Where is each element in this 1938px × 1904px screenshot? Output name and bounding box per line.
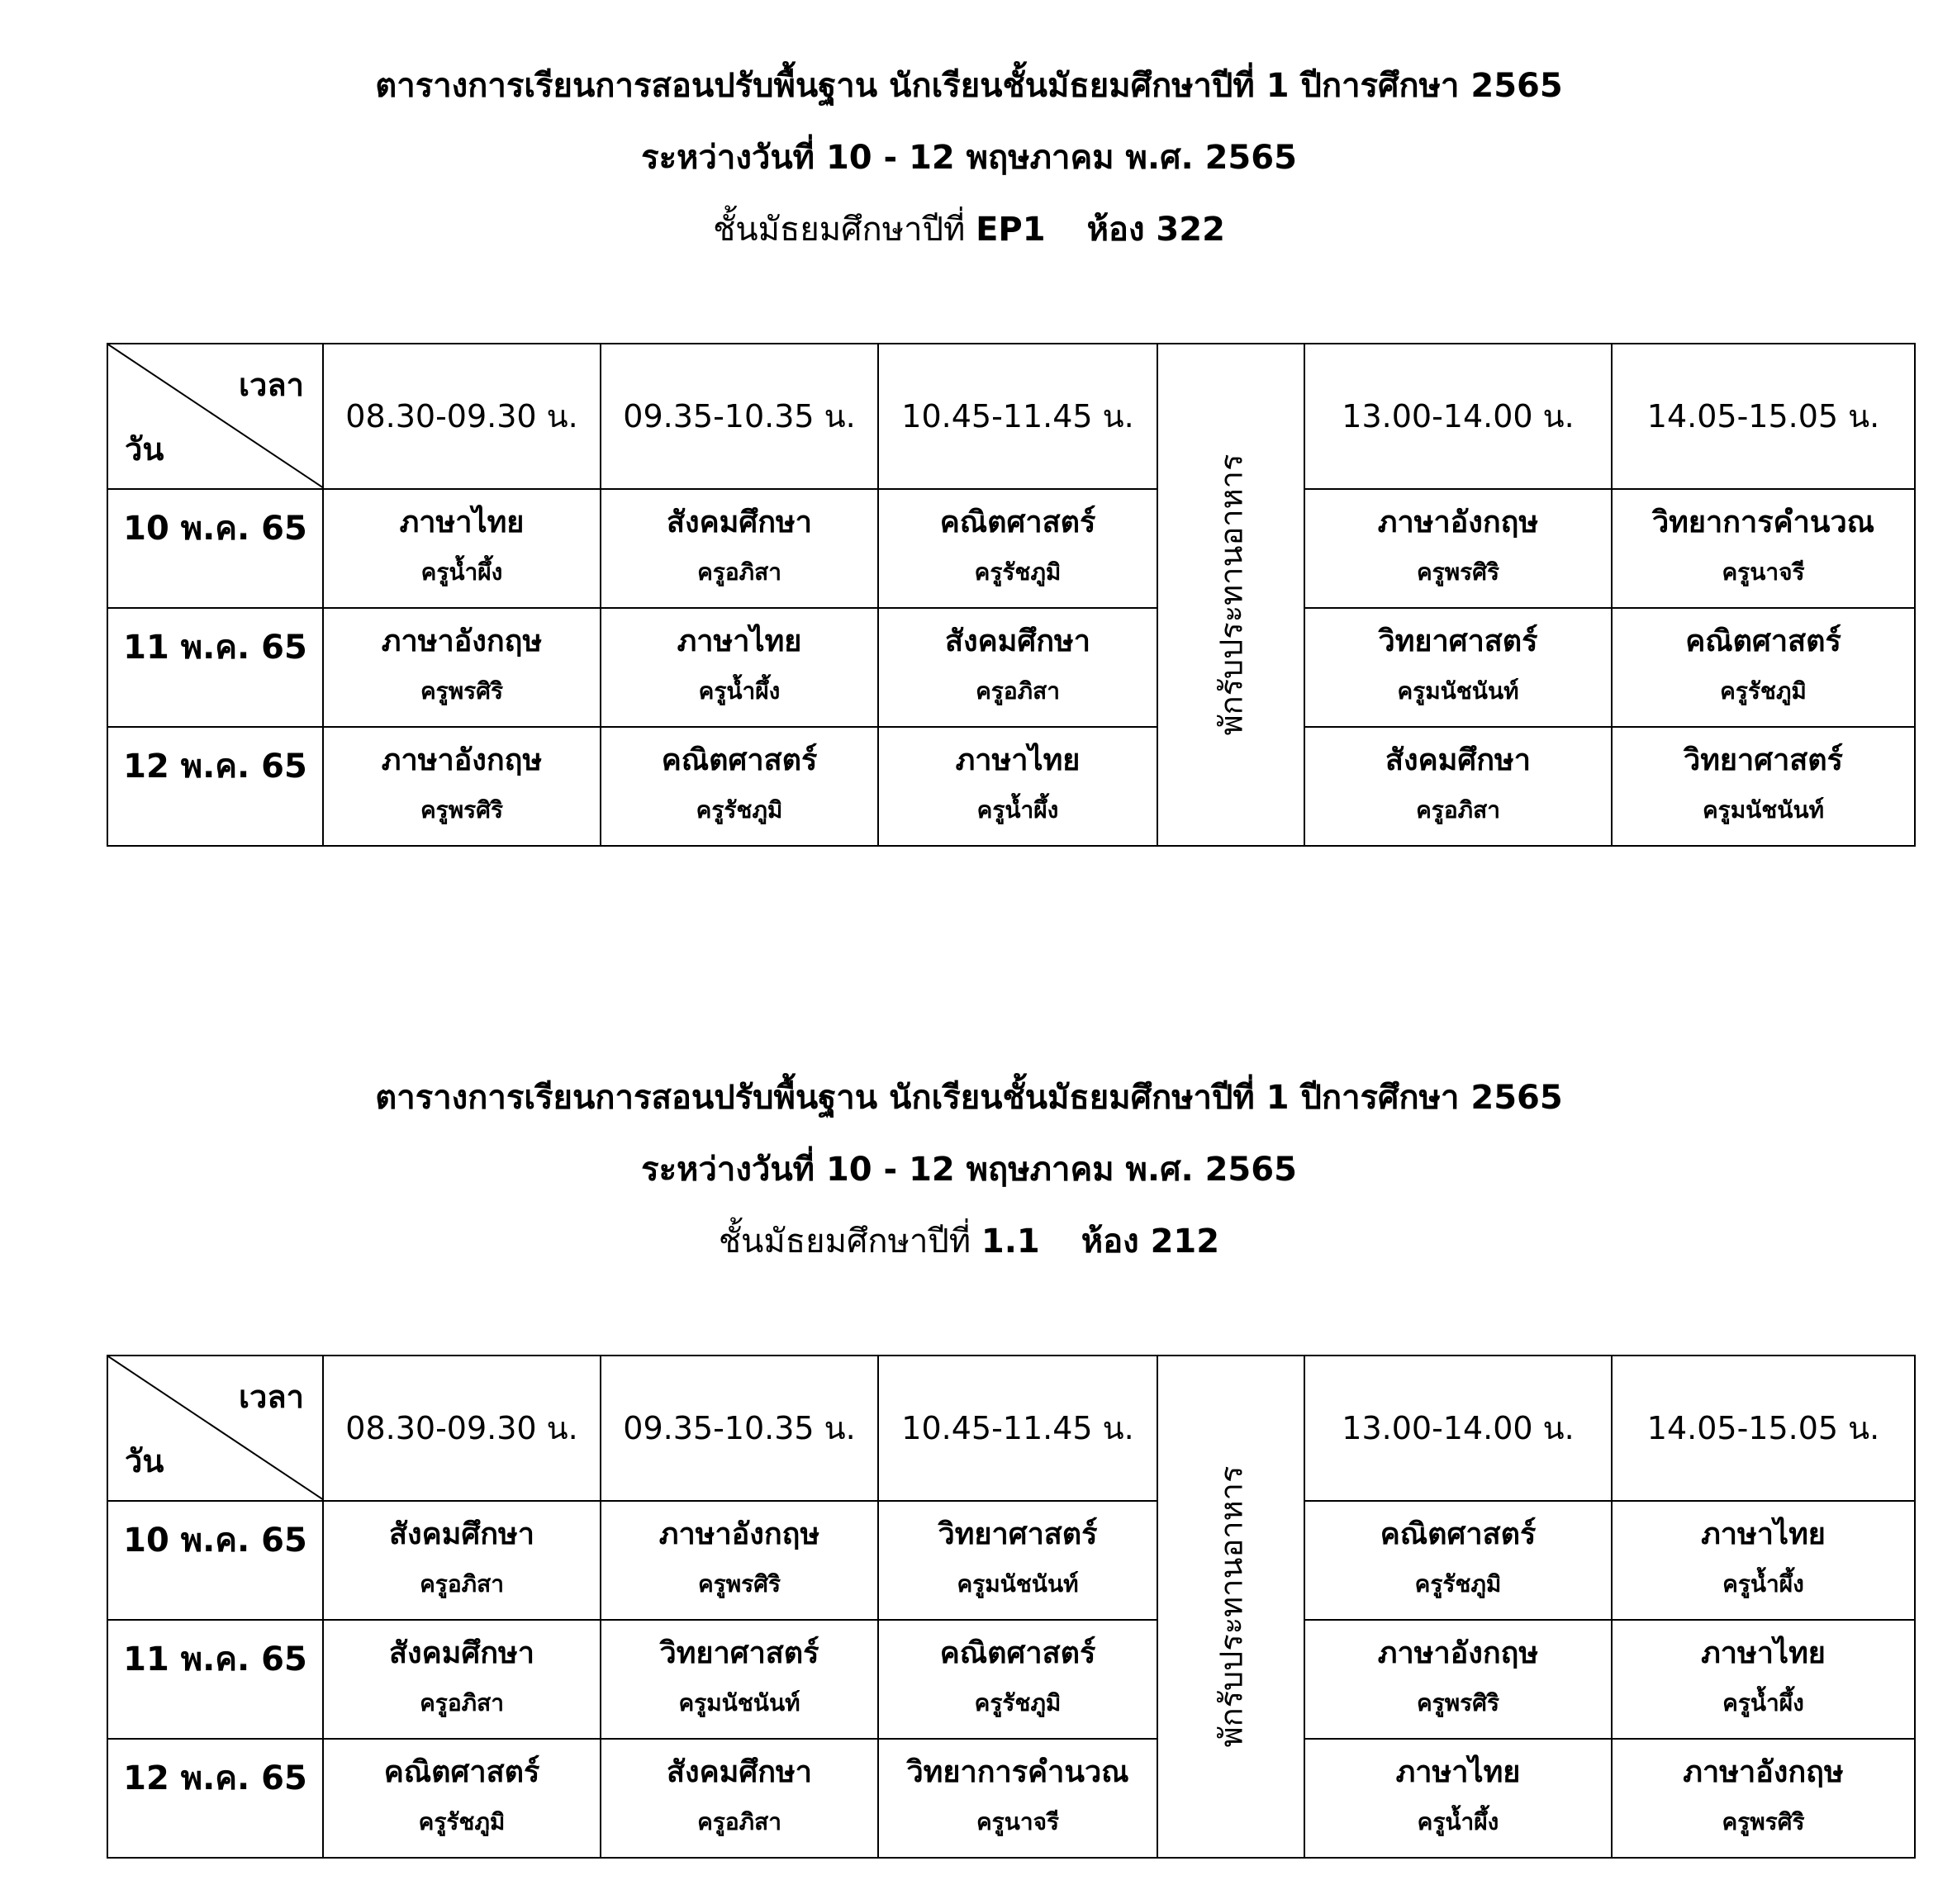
teacher-name: ครูน้ำผึ้ง: [976, 796, 1059, 824]
teacher-name: ครูอภิสา: [420, 1689, 504, 1716]
teacher-name: ครูมนัชนันท์: [1702, 796, 1825, 824]
class-cell: [1304, 1501, 1612, 1620]
subject-name: วิทยาศาสตร์: [1378, 624, 1538, 658]
slot-header: 08.30-09.30 น.: [323, 1356, 601, 1501]
teacher-name: ครูพรศิริ: [1722, 1808, 1805, 1835]
class-cell: [1612, 1620, 1915, 1739]
subject-name: ภาษาไทย: [399, 506, 525, 539]
class-cell: [1612, 727, 1915, 846]
day-label: 11 พ.ค. 65: [107, 1620, 323, 1739]
class-cell: [601, 608, 878, 727]
class-cell: [1304, 1620, 1612, 1739]
class-prefix: ชั้นมัธยมศึกษาปีที่: [713, 211, 966, 249]
teacher-name: ครูพรศิริ: [1416, 558, 1500, 586]
teacher-name: ครูพรศิริ: [420, 796, 504, 824]
teacher-name: ครูน้ำผึ้ง: [420, 558, 503, 586]
day-row: [107, 489, 1915, 608]
class-cell: [1612, 1739, 1915, 1858]
class-cell: [1612, 608, 1915, 727]
subject-name: ภาษาไทย: [1395, 1755, 1521, 1789]
subject-name: ภาษาไทย: [677, 624, 802, 658]
subject-name: วิทยาการคำนวณ: [906, 1755, 1129, 1789]
class-cell: [323, 1739, 601, 1858]
class-cell: [878, 1501, 1157, 1620]
class-cell: [1304, 727, 1612, 846]
time-header-label: เวลา: [239, 367, 304, 403]
subject-name: คณิตศาสตร์: [383, 1755, 540, 1789]
class-prefix: ชั้นมัธยมศึกษาปีที่: [718, 1223, 971, 1261]
day-label: 10 พ.ค. 65: [107, 1501, 323, 1620]
day-row: [107, 727, 1915, 846]
teacher-name: ครูอภิสา: [697, 1808, 781, 1835]
class-cell: [1612, 489, 1915, 608]
subject-name: ภาษาอังกฤษ: [1377, 506, 1539, 539]
day-row: [107, 1739, 1915, 1858]
class-cell: [601, 489, 878, 608]
class-cell: [878, 608, 1157, 727]
class-cell: [878, 727, 1157, 846]
subject-name: คณิตศาสตร์: [661, 743, 818, 777]
day-row: [107, 1501, 1915, 1620]
slot-header: 10.45-11.45 น.: [878, 344, 1157, 489]
slot-header: 14.05-15.05 น.: [1612, 1356, 1915, 1501]
class-cell: [323, 1620, 601, 1739]
lunch-break-column: [1157, 1356, 1304, 1858]
class-line: [0, 1218, 1938, 1265]
teacher-name: ครูพรศิริ: [420, 677, 504, 705]
schedule-title: ตารางการเรียนการสอนปรับพื้นฐาน นักเรียนชั้นมัธยมศึกษาปีที่ 1 ปีการศึกษา 2565: [375, 1079, 1563, 1117]
subject-name: ภาษาอังกฤษ: [381, 624, 543, 658]
subject-name: วิทยาการคำนวณ: [1651, 506, 1875, 539]
schedule-table: [107, 343, 1916, 847]
teacher-name: ครูอภิสา: [1416, 796, 1500, 824]
subject-name: คณิตศาสตร์: [1685, 624, 1841, 658]
schedule-period: ระหว่างวันที่ 10 - 12 พฤษภาคม พ.ศ. 2565: [641, 139, 1297, 177]
slot-header: 09.35-10.35 น.: [601, 344, 878, 489]
class-line: [0, 207, 1938, 253]
class-cell: [1304, 1739, 1612, 1858]
teacher-name: ครูอภิสา: [976, 677, 1060, 705]
teacher-name: ครูอภิสา: [420, 1570, 504, 1598]
teacher-name: ครูรัชภูมิ: [974, 1689, 1062, 1716]
teacher-name: ครูพรศิริ: [1416, 1689, 1500, 1716]
teacher-name: ครูนาจรี: [1722, 558, 1805, 586]
subject-name: คณิตศาสตร์: [939, 1636, 1096, 1670]
subject-name: ภาษาไทย: [1701, 1517, 1826, 1551]
room-label: ห้อง 212: [1081, 1223, 1220, 1261]
day-label: 11 พ.ค. 65: [107, 608, 323, 727]
corner-header: [107, 1356, 323, 1501]
class-cell: [878, 1739, 1157, 1858]
class-cell: [878, 1620, 1157, 1739]
slot-header: 14.05-15.05 น.: [1612, 344, 1915, 489]
subject-name: วิทยาศาสตร์: [1683, 743, 1843, 777]
teacher-name: ครูมนัชนันท์: [678, 1689, 800, 1716]
lunch-break-label: พักรับประทานอาหาร: [1213, 453, 1250, 736]
class-cell: [1304, 489, 1612, 608]
day-label: 12 พ.ค. 65: [107, 1739, 323, 1858]
teacher-name: ครูมนัชนันท์: [957, 1570, 1079, 1598]
day-header-label: วัน: [125, 431, 164, 468]
class-cell: [323, 727, 601, 846]
subject-name: ภาษาไทย: [955, 743, 1081, 777]
teacher-name: ครูอภิสา: [697, 558, 781, 586]
class-cell: [1304, 608, 1612, 727]
schedule-table: [107, 1355, 1916, 1859]
class-name: 1.1: [981, 1223, 1040, 1261]
subject-name: วิทยาศาสตร์: [938, 1517, 1098, 1551]
class-cell: [1612, 1501, 1915, 1620]
teacher-name: ครูน้ำผึ้ง: [698, 677, 781, 705]
class-cell: [601, 1620, 878, 1739]
schedule-period: ระหว่างวันที่ 10 - 12 พฤษภาคม พ.ศ. 2565: [641, 1151, 1297, 1189]
teacher-name: ครูน้ำผึ้ง: [1417, 1808, 1499, 1835]
class-cell: [323, 608, 601, 727]
subject-name: คณิตศาสตร์: [1380, 1517, 1537, 1551]
subject-name: คณิตศาสตร์: [939, 506, 1096, 539]
subject-name: สังคมศึกษา: [389, 1636, 534, 1670]
subject-name: ภาษาอังกฤษ: [381, 743, 543, 777]
subject-name: ภาษาไทย: [1701, 1636, 1826, 1670]
teacher-name: ครูพรศิริ: [697, 1570, 781, 1598]
day-row: [107, 1620, 1915, 1739]
time-header-label: เวลา: [239, 1379, 304, 1415]
teacher-name: ครูรัชภูมิ: [974, 558, 1062, 586]
slot-header: 13.00-14.00 น.: [1304, 344, 1612, 489]
subject-name: วิทยาศาสตร์: [659, 1636, 819, 1670]
subject-name: สังคมศึกษา: [945, 624, 1090, 658]
slot-header: 08.30-09.30 น.: [323, 344, 601, 489]
day-header-label: วัน: [125, 1443, 164, 1479]
day-label: 10 พ.ค. 65: [107, 489, 323, 608]
day-label: 12 พ.ค. 65: [107, 727, 323, 846]
class-cell: [878, 489, 1157, 608]
corner-header: [107, 344, 323, 489]
subject-name: สังคมศึกษา: [667, 506, 812, 539]
class-cell: [601, 727, 878, 846]
teacher-name: ครูรัชภูมิ: [418, 1808, 506, 1835]
room-label: ห้อง 322: [1086, 211, 1225, 249]
teacher-name: ครูน้ำผึ้ง: [1722, 1570, 1804, 1598]
subject-name: สังคมศึกษา: [1385, 743, 1531, 777]
teacher-name: ครูน้ำผึ้ง: [1722, 1689, 1804, 1716]
class-cell: [601, 1501, 878, 1620]
slot-header: 13.00-14.00 น.: [1304, 1356, 1612, 1501]
teacher-name: ครูรัชภูมิ: [696, 796, 783, 824]
teacher-name: ครูรัชภูมิ: [1414, 1570, 1502, 1598]
subject-name: ภาษาอังกฤษ: [1377, 1636, 1539, 1670]
class-cell: [323, 1501, 601, 1620]
schedule-title: ตารางการเรียนการสอนปรับพื้นฐาน นักเรียนชั้นมัธยมศึกษาปีที่ 1 ปีการศึกษา 2565: [375, 67, 1563, 105]
subject-name: ภาษาอังกฤษ: [658, 1517, 820, 1551]
lunch-break-label: พักรับประทานอาหาร: [1213, 1465, 1250, 1748]
day-row: [107, 608, 1915, 727]
class-cell: [601, 1739, 878, 1858]
class-cell: [323, 489, 601, 608]
slot-header: 10.45-11.45 น.: [878, 1356, 1157, 1501]
subject-name: ภาษาอังกฤษ: [1683, 1755, 1844, 1789]
lunch-break-column: [1157, 344, 1304, 846]
teacher-name: ครูนาจรี: [976, 1808, 1060, 1835]
subject-name: สังคมศึกษา: [389, 1517, 534, 1551]
subject-name: สังคมศึกษา: [667, 1755, 812, 1789]
slot-header: 09.35-10.35 น.: [601, 1356, 878, 1501]
teacher-name: ครูรัชภูมิ: [1720, 677, 1807, 705]
teacher-name: ครูมนัชนันท์: [1397, 677, 1519, 705]
class-name: EP1: [976, 211, 1046, 249]
